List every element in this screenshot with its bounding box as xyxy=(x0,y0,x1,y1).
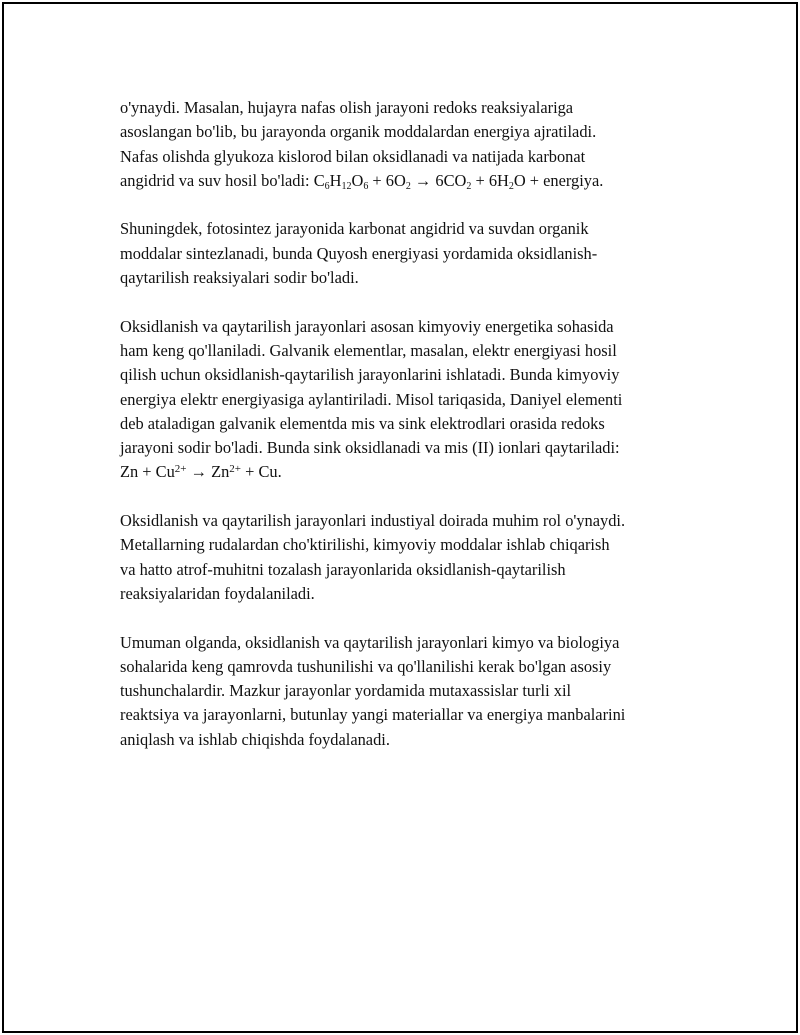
formula-text: → Zn xyxy=(186,462,230,482)
paragraph-industry xyxy=(120,509,700,606)
text-line: Nafas olishda glyukoza kislorod bilan oksidlanadi va natijada karbonat xyxy=(120,146,586,166)
formula-text: + 6O xyxy=(368,170,406,190)
text-line: va hatto atrof-muhitni tozalash jarayonlarida oksidlanish-qaytarilish xyxy=(120,559,566,579)
text-line: qilish uchun oksidlanish-qaytarilish jarayonlarini ishlatadi. Bunda kimyoviy xyxy=(120,365,620,385)
formula-subscript: 2 xyxy=(466,180,472,192)
formula-superscript: 2+ xyxy=(229,463,242,476)
text-line: Metallarning rudalardan cho'ktirilishi, kimyoviy moddalar ishlab chiqarish xyxy=(120,535,610,555)
paragraph-respiration xyxy=(120,96,700,193)
document-page xyxy=(2,2,798,1033)
text-line: reaktsiya va jarayonlarni, butunlay yangi materiallar va energiya manbalarini xyxy=(120,705,626,725)
respiration-equation-line xyxy=(120,169,700,193)
text-line: Umuman olganda, oksidlanish va qaytarilish jarayonlari kimyo va biologiya xyxy=(120,632,620,652)
text-line: energiya elektr energiyasiga aylantiriladi. Misol tariqasida, Daniyel elementi xyxy=(120,389,623,409)
text-line: moddalar sintezlanadi, bunda Quyosh energiyasi yordamida oksidlanish- xyxy=(120,243,598,263)
formula-text: O + energiya. xyxy=(513,170,604,190)
text-line: reaksiyalaridan foydalaniladi. xyxy=(120,583,315,603)
document-body xyxy=(120,96,700,776)
text-line: tushunchalardir. Mazkur jarayonlar yordamida mutaxassislar turli xil xyxy=(120,681,572,701)
paragraph-galvanic-cells xyxy=(120,315,700,485)
formula-subscript: 12 xyxy=(341,180,352,192)
text-line: Shuningdek, fotosintez jarayonida karbonat angidrid va suvdan organik xyxy=(120,219,589,239)
paragraph-photosynthesis xyxy=(120,217,700,290)
formula-text: C xyxy=(313,170,325,190)
formula-superscript: 2+ xyxy=(174,463,187,476)
formula-subscript: 6 xyxy=(324,180,330,192)
text-line: Oksidlanish va qaytarilish jarayonlari industiyal doirada muhim rol o'ynaydi. xyxy=(120,511,626,531)
formula-text: O xyxy=(351,170,364,190)
text-line: aniqlash va ishlab chiqishda foydalanadi. xyxy=(120,729,390,749)
text-line: deb ataladigan galvanik elementda mis va sink elektrodlari orasida redoks xyxy=(120,413,605,433)
text-line: o'ynaydi. Masalan, hujayra nafas olish jarayoni redoks reaksiyalariga xyxy=(120,98,574,117)
formula-text: Zn + Cu xyxy=(120,462,175,482)
formula-subscript: 2 xyxy=(405,180,411,192)
formula-text: + 6H xyxy=(471,170,509,190)
paragraph-conclusion xyxy=(120,631,700,752)
text-line: sohalarida keng qamrovda tushunilishi va qo'llanilishi kerak bo'lgan asosiy xyxy=(120,656,612,676)
formula-text: + Cu. xyxy=(241,462,282,482)
daniell-equation-line xyxy=(120,460,700,484)
equation-prefix: angidrid va suv hosil bo'ladi: xyxy=(120,170,314,190)
formula-text: → 6CO xyxy=(410,170,467,190)
text-line: jarayoni sodir bo'ladi. Bunda sink oksidlanadi va mis (II) ionlari qaytariladi: xyxy=(120,438,620,458)
text-line: ham keng qo'llaniladi. Galvanik elementlar, masalan, elektr energiyasi hosil xyxy=(120,340,617,360)
formula-subscript: 2 xyxy=(508,180,514,192)
text-line: asoslangan bo'lib, bu jarayonda organik moddalardan energiya ajratiladi. xyxy=(120,122,597,142)
formula-text: H xyxy=(329,170,342,190)
text-line: qaytarilish reaksiyalari sodir bo'ladi. xyxy=(120,268,359,288)
formula-subscript: 6 xyxy=(363,180,369,192)
text-line: Oksidlanish va qaytarilish jarayonlari asosan kimyoviy energetika sohasida xyxy=(120,316,614,336)
